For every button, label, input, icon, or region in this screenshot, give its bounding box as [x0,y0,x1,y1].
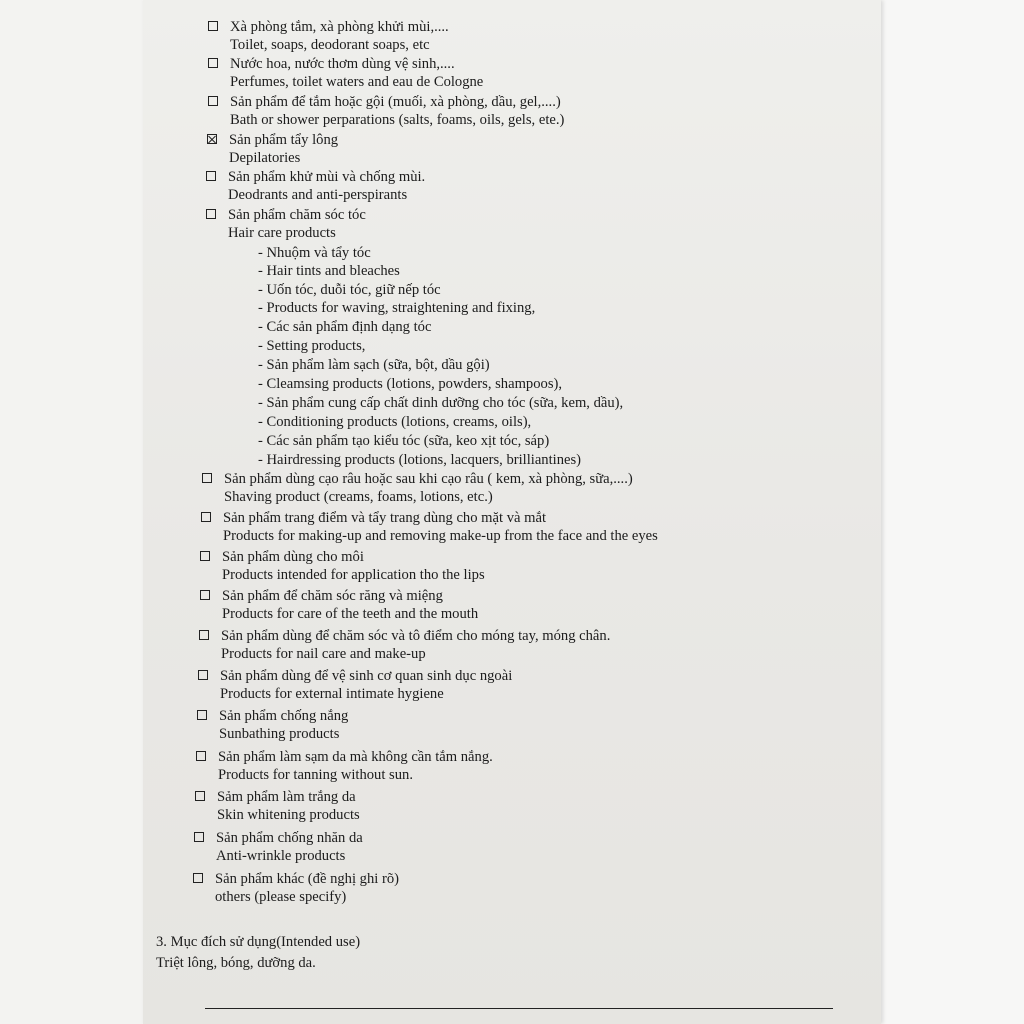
checkbox[interactable] [197,710,207,720]
hair-sub-item: - Hairdressing products (lotions, lacquers, brilliantines) [258,452,582,468]
checkbox[interactable] [199,630,209,640]
item-label-en: Toilet, soaps, deodorant soaps, etc [230,37,430,53]
item-label-vi: Sản phẩm để tắm hoặc gội (muối, xà phòng, dầu, gel,....) [230,94,561,110]
item-label-vi: Sản phẩm chống nắng [219,708,349,724]
item-label-vi: Sản phẩm làm sạm da mà không cần tắm nắng. [218,749,493,765]
checkbox[interactable] [193,873,203,883]
item-label-vi: Sản phẩm chăm sóc tóc [228,207,366,223]
item-label-en: Products for tanning without sun. [218,767,413,783]
checkbox[interactable] [200,551,210,561]
checkbox[interactable] [208,96,218,106]
checkbox[interactable] [208,21,218,31]
item-label-vi: Sảm phẩm làm trắng da [217,789,356,805]
item-label-vi: Sản phẩm dùng để chăm sóc và tô điểm cho móng tay, móng chân. [221,628,611,644]
item-label-en: Anti-wrinkle products [216,848,346,864]
hair-sub-item: - Sản phẩm làm sạch (sữa, bột, dầu gội) [258,357,490,373]
background-right [881,0,1024,1024]
checkbox-checked[interactable] [207,134,217,144]
hair-sub-item: - Nhuộm và tẩy tóc [258,245,371,261]
checkbox[interactable] [195,791,205,801]
hair-sub-item: - Conditioning products (lotions, creams, oils), [258,414,532,430]
checkbox[interactable] [196,751,206,761]
checkbox[interactable] [206,209,216,219]
hair-sub-item: - Các sản phẩm tạo kiểu tóc (sữa, keo xịt tóc, sáp) [258,433,550,449]
item-label-en: Bath or shower perparations (salts, foams, oils, gels, ete.) [230,112,565,128]
item-label-en: Perfumes, toilet waters and eau de Cologne [230,74,484,90]
item-label-vi: Sản phẩm trang điểm và tẩy trang dùng cho mặt và mắt [223,510,547,526]
item-label-en: Products for making-up and removing make-up from the face and the eyes [223,528,658,544]
hair-sub-item: - Hair tints and bleaches [258,263,400,279]
hair-sub-item: - Sản phẩm cung cấp chất dinh dưỡng cho tóc (sữa, kem, dầu), [258,395,624,411]
item-label-en: Products for external intimate hygiene [220,686,444,702]
item-label-en: Deodrants and anti-perspirants [228,187,408,203]
item-label-en: Products for care of the teeth and the mouth [222,606,479,622]
item-label-vi: Xà phòng tắm, xà phòng khửi mùi,.... [230,19,449,35]
item-label-en: Depilatories [229,150,301,166]
hair-sub-item: - Products for waving, straightening and fixing, [258,300,536,316]
item-label-en: Products intended for application tho the lips [222,567,485,583]
item-label-vi: Sản phẩm khác (đề nghị ghi rõ) [215,871,399,887]
item-label-en: others (please specify) [215,889,347,905]
item-label-vi: Sản phẩm dùng cạo râu hoặc sau khi cạo râu ( kem, xà phòng, sữa,....) [224,471,633,487]
checkbox[interactable] [198,670,208,680]
hair-sub-item: - Uốn tóc, duỗi tóc, giữ nếp tóc [258,282,441,298]
item-label-en: Skin whitening products [217,807,360,823]
checkbox[interactable] [200,590,210,600]
item-label-vi: Sản phẩm để chăm sóc răng và miệng [222,588,443,604]
checkbox[interactable] [201,512,211,522]
checkbox[interactable] [206,171,216,181]
signature-line [205,1008,833,1009]
section-3-title: 3. Mục đích sử dụng(Intended use) [156,934,361,950]
section-3-text: Triệt lông, bóng, dưỡng da. [156,955,316,971]
item-label-en: Hair care products [228,225,336,241]
item-label-vi: Sản phẩm dùng để vệ sinh cơ quan sinh dục ngoài [220,668,513,684]
checkbox[interactable] [208,58,218,68]
hair-sub-item: - Setting products, [258,338,366,354]
item-label-vi: Sản phẩm dùng cho môi [222,549,364,565]
item-label-vi: Sản phẩm chống nhăn da [216,830,363,846]
item-label-vi: Sản phẩm khử mùi và chống mùi. [228,169,426,185]
hair-sub-item: - Các sản phẩm định dạng tóc [258,319,432,335]
item-label-en: Sunbathing products [219,726,340,742]
checkbox[interactable] [194,832,204,842]
item-label-vi: Sản phẩm tẩy lông [229,132,339,148]
item-label-en: Products for nail care and make-up [221,646,426,662]
checkbox[interactable] [202,473,212,483]
hair-sub-item: - Cleamsing products (lotions, powders, shampoos), [258,376,563,392]
item-label-en: Shaving product (creams, foams, lotions, etc.) [224,489,493,505]
item-label-vi: Nước hoa, nước thơm dùng vệ sinh,.... [230,56,455,72]
